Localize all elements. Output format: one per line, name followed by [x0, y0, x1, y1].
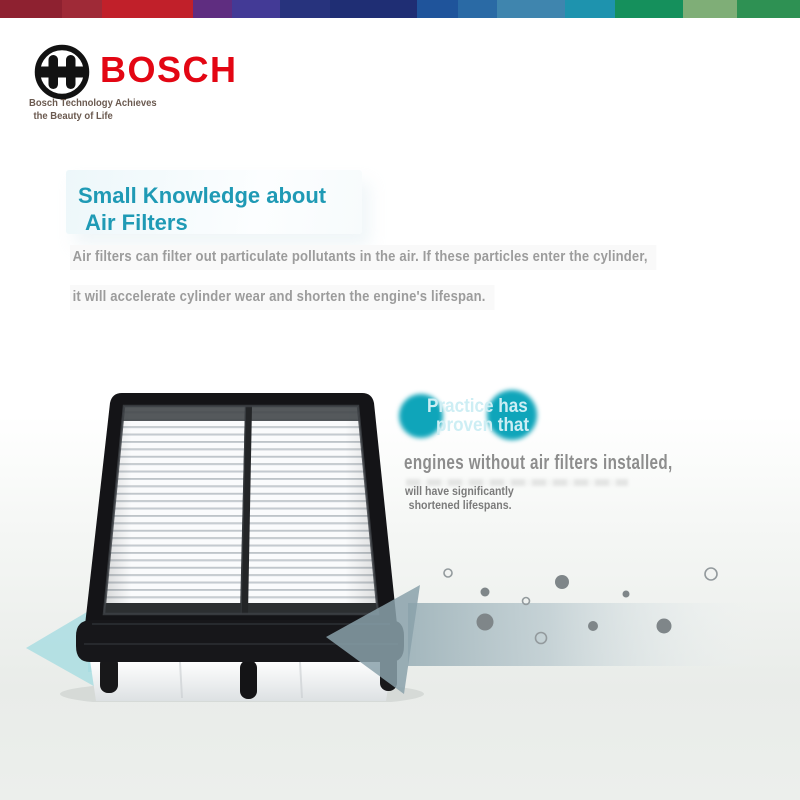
- top-color-strip: [0, 0, 800, 18]
- particle-dot: [657, 619, 672, 634]
- particle-dot: [481, 588, 490, 597]
- brand-name: BOSCH: [100, 49, 238, 90]
- claim-subtext: [405, 486, 514, 513]
- badge-line1: Practice has: [427, 396, 528, 417]
- claim-headline: engines without air filters installed,: [404, 452, 673, 474]
- badge-text: [427, 397, 529, 435]
- blurred-ghost-text: [406, 479, 628, 486]
- strip-segment: [330, 0, 417, 18]
- strip-segment: [497, 0, 565, 18]
- strip-segment: [193, 0, 232, 18]
- section-heading: [78, 182, 326, 236]
- mount-leg-center: [240, 660, 257, 699]
- particle-dot: [588, 621, 598, 631]
- intro-line1-text: Air filters can filter out particulate pollutants in the air. If these particles enter the cylinder,: [70, 245, 656, 270]
- strip-segment: [737, 0, 800, 18]
- tagline-line1: Bosch Technology Achieves: [29, 97, 157, 109]
- particle-ring: [444, 569, 452, 577]
- strip-segment: [565, 0, 615, 18]
- intro-line2-text: it will accelerate cylinder wear and shorten the engine's lifespan.: [70, 285, 494, 310]
- strip-segment: [615, 0, 683, 18]
- particle-dot: [555, 575, 569, 589]
- intro-line2: [70, 285, 494, 310]
- claim-sub-line2: shortened lifespans.: [408, 499, 512, 512]
- particle-dot: [623, 591, 630, 598]
- heading-line2: Air Filters: [85, 210, 188, 235]
- bosch-logo-icon: [34, 44, 90, 100]
- strip-segment: [102, 0, 193, 18]
- brand-tagline: [29, 97, 157, 122]
- airflow-arrow-graphic: [300, 540, 800, 720]
- strip-segment: [458, 0, 497, 18]
- arrow-band: [408, 603, 760, 666]
- badge-line2: proven that: [436, 415, 530, 436]
- intro-line1: [70, 245, 656, 270]
- tagline-line2: the Beauty of Life: [33, 109, 113, 122]
- claim-sub-line1: will have significantly: [405, 486, 514, 498]
- particle-ring: [705, 568, 717, 580]
- heading-line1: Small Knowledge about: [78, 183, 327, 208]
- strip-segment: [683, 0, 737, 18]
- practice-badge: [395, 388, 560, 448]
- strip-segment: [62, 0, 102, 18]
- particle-dot: [477, 614, 494, 631]
- arrow-head-icon: [326, 585, 420, 694]
- strip-segment: [417, 0, 458, 18]
- strip-segment: [280, 0, 330, 18]
- strip-segment: [232, 0, 280, 18]
- strip-segment: [0, 0, 62, 18]
